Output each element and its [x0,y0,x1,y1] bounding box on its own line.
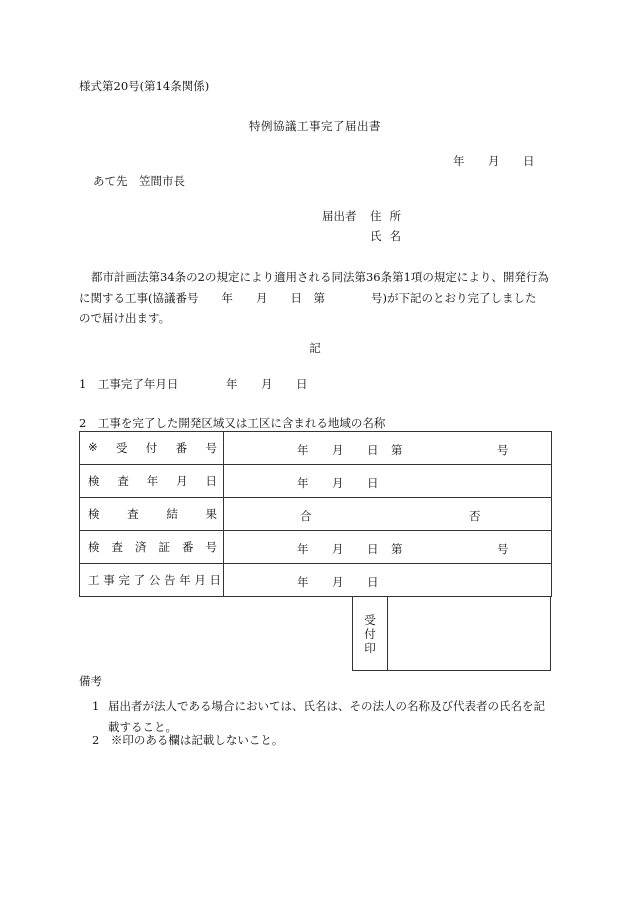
completion-notice-date-label: 工 事 完 了 公 告 年 月 日 [80,564,224,597]
table-row-receipt-number [80,432,552,465]
inspection-table [79,431,552,597]
submitter-label: 届出者 [322,209,357,223]
inspection-result-label: 検 査 結 果 [80,498,224,531]
completion-notice-date-value: 年 月 日 [224,564,552,597]
item1-label: 1 工事完了年月日 [79,377,179,391]
ki-heading: 記 [309,341,321,355]
receipt-stamp-box [352,597,551,671]
note-1-number: 1 [92,699,100,713]
addressee: あて先 笠間市長 [93,174,185,188]
notes-heading: 備考 [79,674,102,688]
body-line-2: に関する工事(協議番号 年 月 日 第 号)が下記のとおり完了しました [79,290,537,305]
certificate-number-label: 検 査 済 証 番 号 [80,531,224,564]
item1-day: 日 [296,377,308,391]
inspection-date-value: 年 月 日 [224,465,552,498]
item2-label: 2 工事を完了した開発区域又は工区に含まれる地域の名称 [79,416,386,430]
date-month-label: 月 [488,154,500,168]
form-number: 様式第20号(第14条関係) [79,79,210,93]
table-row-completion-notice-date [80,564,552,597]
result-fail: 否 [469,509,481,523]
item1-year: 年 [226,377,238,391]
body-line-3: ので届け出ます。 [79,311,171,325]
item1-month: 月 [261,377,273,391]
inspection-date-label: 検 査 年 月 日 [80,465,224,498]
note-1 [92,696,552,737]
submitter-address-label: 住所 [370,209,409,223]
date-day-label: 日 [523,154,535,168]
table-row-inspection-result [80,498,552,531]
table-row-inspection-date [80,465,552,498]
receipt-number-value: 年 月 日 第 号 [224,432,552,465]
result-pass: 合 [300,509,312,523]
body-text [79,267,551,329]
submitter-name-label: 氏名 [370,229,409,243]
receipt-number-label: ※ 受 付 番 号 [80,432,224,465]
note-2: 2 ※印のある欄は記載しないこと。 [92,733,284,747]
certificate-number-value: 年 月 日 第 号 [224,531,552,564]
note-1-text: 届出者が法人である場合においては、氏名は、その法人の名称及び代表者の氏名を記載すること。 [108,699,545,734]
document-title: 特例協議工事完了届出書 [249,119,381,133]
inspection-result-value [224,498,552,531]
body-line-1: 都市計画法第34条の2の規定により適用される同法第36条第1項の規定により、開発行為 [91,270,549,284]
table-row-certificate-number [80,531,552,564]
receipt-stamp-label: 受 付 印 [353,597,388,670]
date-year-label: 年 [453,154,465,168]
